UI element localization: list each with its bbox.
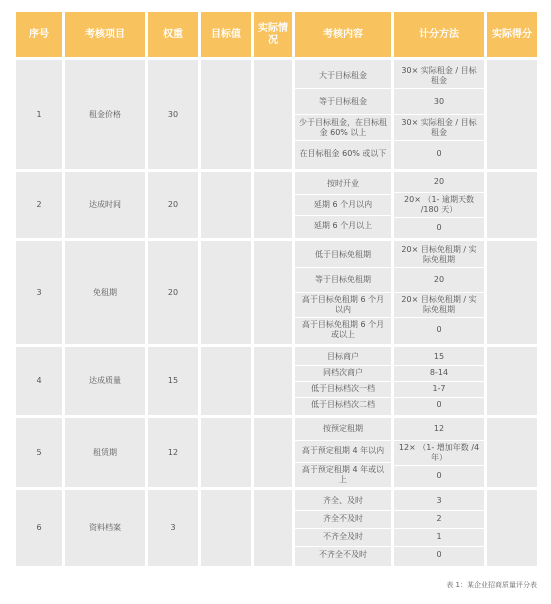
content-item: 高于目标免租期 6 个月或以上 xyxy=(295,318,391,343)
method-item: 30× 实际租金 / 目标租金 xyxy=(394,115,484,141)
content-item: 大于目标租金 xyxy=(295,63,391,89)
row-method-group xyxy=(394,172,484,238)
row-actual xyxy=(254,490,292,566)
header-method: 计分方法 xyxy=(394,12,484,57)
row-actual xyxy=(254,418,292,487)
row-method-group xyxy=(394,418,484,487)
row-content-group xyxy=(295,347,391,415)
table-row xyxy=(16,490,537,566)
method-item: 1 xyxy=(394,528,484,546)
table-row xyxy=(16,418,537,487)
content-item: 等于目标租金 xyxy=(295,89,391,115)
row-no: 2 xyxy=(16,172,62,238)
content-item: 低于目标免租期 xyxy=(295,243,391,268)
row-weight: 20 xyxy=(148,241,198,344)
content-item: 低于目标档次一档 xyxy=(295,381,391,397)
header-content: 考核内容 xyxy=(295,12,391,57)
content-item: 按预定租期 xyxy=(295,419,391,441)
method-item: 1-7 xyxy=(394,381,484,397)
row-score xyxy=(487,418,537,487)
content-item: 延期 6 个月以内 xyxy=(295,195,391,216)
content-item: 齐全、及时 xyxy=(295,493,391,511)
method-list xyxy=(394,419,484,487)
content-list xyxy=(295,350,391,413)
content-item: 不齐全及时 xyxy=(295,528,391,546)
content-item: 不齐全不及时 xyxy=(295,546,391,564)
content-item: 延期 6 个月以上 xyxy=(295,216,391,237)
method-item: 2 xyxy=(394,510,484,528)
row-score xyxy=(487,60,537,169)
method-item: 30 xyxy=(394,89,484,115)
method-list xyxy=(394,63,484,166)
header-row xyxy=(16,12,537,57)
row-content-group xyxy=(295,418,391,487)
content-item: 低于目标档次二档 xyxy=(295,397,391,413)
table-row xyxy=(16,172,537,238)
row-actual xyxy=(254,241,292,344)
method-item: 0 xyxy=(394,141,484,167)
content-item: 高于目标免租期 6 个月以内 xyxy=(295,293,391,318)
method-item: 8-14 xyxy=(394,365,484,381)
row-weight: 12 xyxy=(148,418,198,487)
row-item: 租赁期 xyxy=(65,418,145,487)
row-no: 3 xyxy=(16,241,62,344)
row-no: 6 xyxy=(16,490,62,566)
table-caption: 表 1：某企业招商质量评分表 xyxy=(446,581,537,589)
method-item: 12× （1- 增加年数 /4 年） xyxy=(394,440,484,465)
content-item: 齐全不及时 xyxy=(295,510,391,528)
table-row xyxy=(16,60,537,169)
row-score xyxy=(487,347,537,415)
row-content-group xyxy=(295,490,391,566)
method-item: 0 xyxy=(394,546,484,564)
content-list xyxy=(295,243,391,342)
header-no: 序号 xyxy=(16,12,62,57)
row-item: 租金价格 xyxy=(65,60,145,169)
row-item: 免租期 xyxy=(65,241,145,344)
row-actual xyxy=(254,347,292,415)
header-actual: 实际情况 xyxy=(254,12,292,57)
row-score xyxy=(487,490,537,566)
row-actual xyxy=(254,60,292,169)
method-list xyxy=(394,493,484,564)
score-table xyxy=(13,9,540,569)
method-list xyxy=(394,172,484,238)
method-item: 3 xyxy=(394,493,484,511)
row-score xyxy=(487,172,537,238)
method-item: 0 xyxy=(394,465,484,487)
row-content-group xyxy=(295,60,391,169)
content-item: 按时开业 xyxy=(295,174,391,195)
method-item: 20 xyxy=(394,268,484,293)
content-item: 少于目标租金，在目标租金 60% 以上 xyxy=(295,115,391,141)
row-method-group xyxy=(394,347,484,415)
table-row xyxy=(16,347,537,415)
header-target: 目标值 xyxy=(201,12,251,57)
content-list xyxy=(295,63,391,166)
content-list xyxy=(295,419,391,487)
row-target xyxy=(201,172,251,238)
row-target xyxy=(201,347,251,415)
row-target xyxy=(201,418,251,487)
row-method-group xyxy=(394,60,484,169)
row-weight: 3 xyxy=(148,490,198,566)
row-target xyxy=(201,241,251,344)
content-item: 目标商户 xyxy=(295,350,391,366)
content-item: 同档次商户 xyxy=(295,365,391,381)
row-content-group xyxy=(295,172,391,238)
row-no: 5 xyxy=(16,418,62,487)
header-score: 实际得分 xyxy=(487,12,537,57)
method-list xyxy=(394,243,484,342)
row-weight: 20 xyxy=(148,172,198,238)
method-item: 20× 目标免租期 / 实际免租期 xyxy=(394,243,484,268)
row-no: 1 xyxy=(16,60,62,169)
row-item: 达成时间 xyxy=(65,172,145,238)
header-item: 考核项目 xyxy=(65,12,145,57)
row-method-group xyxy=(394,241,484,344)
method-list xyxy=(394,350,484,413)
method-item: 0 xyxy=(394,397,484,413)
row-weight: 15 xyxy=(148,347,198,415)
table-row xyxy=(16,241,537,344)
content-item: 在目标租金 60% 或以下 xyxy=(295,141,391,167)
row-score xyxy=(487,241,537,344)
row-no: 4 xyxy=(16,347,62,415)
content-list xyxy=(295,174,391,236)
content-item: 高于预定租期 4 年以内 xyxy=(295,440,391,462)
row-target xyxy=(201,60,251,169)
method-item: 30× 实际租金 / 目标租金 xyxy=(394,63,484,89)
row-content-group xyxy=(295,241,391,344)
method-item: 20× 目标免租期 / 实际免租期 xyxy=(394,293,484,318)
header-weight: 权重 xyxy=(148,12,198,57)
method-item: 12 xyxy=(394,419,484,441)
row-target xyxy=(201,490,251,566)
method-item: 20× （1- 逾期天数 /180 天） xyxy=(394,193,484,218)
method-item: 20 xyxy=(394,172,484,193)
row-actual xyxy=(254,172,292,238)
content-item: 高于预定租期 4 年或以上 xyxy=(295,462,391,487)
row-item: 资料档案 xyxy=(65,490,145,566)
content-item: 等于目标免租期 xyxy=(295,268,391,293)
row-method-group xyxy=(394,490,484,566)
method-item: 0 xyxy=(394,318,484,343)
method-item: 0 xyxy=(394,218,484,239)
row-item: 达成质量 xyxy=(65,347,145,415)
row-weight: 30 xyxy=(148,60,198,169)
method-item: 15 xyxy=(394,350,484,366)
content-list xyxy=(295,493,391,564)
